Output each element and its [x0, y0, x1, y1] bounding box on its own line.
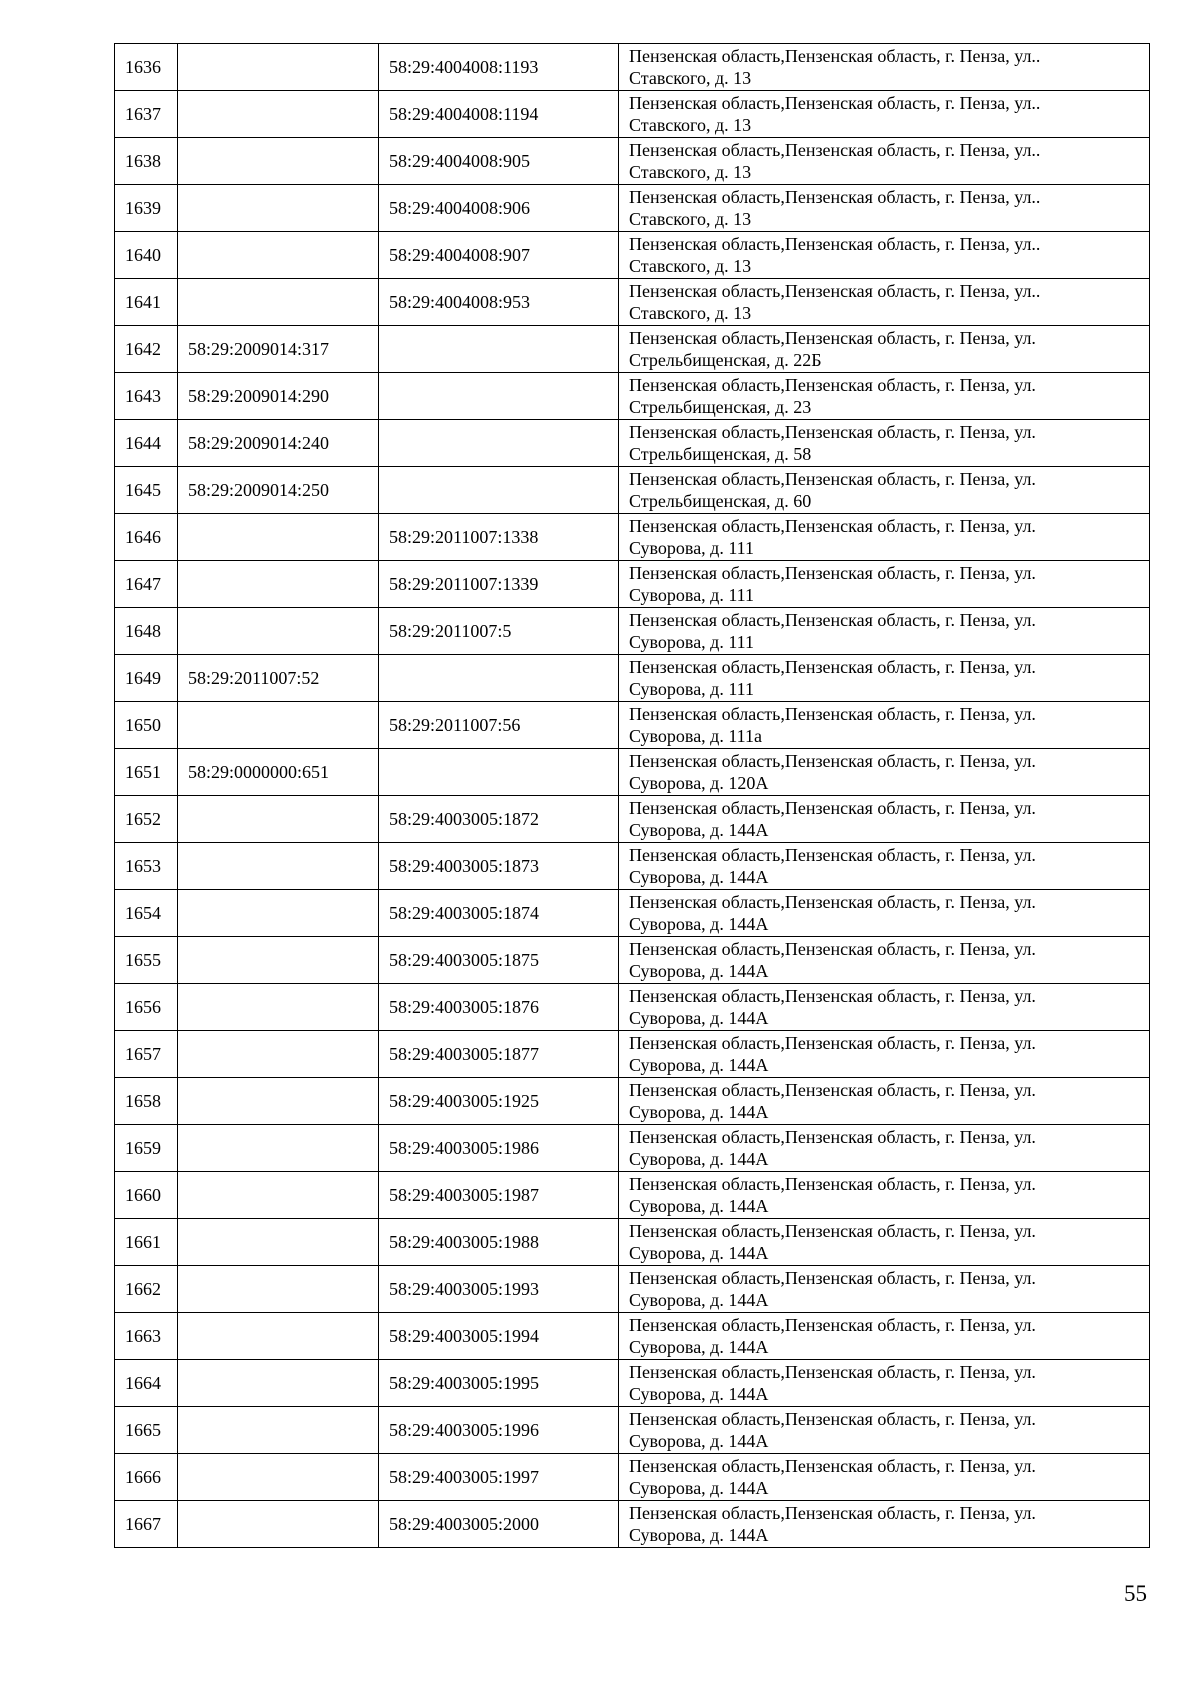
address-line-1: Пензенская область,Пензенская область, г. Пенза, ул.: [629, 375, 1036, 395]
address-line-2: Ставского, д. 13: [629, 209, 752, 229]
land-cadastral-cell: [178, 185, 379, 232]
address-cell: [619, 1172, 1150, 1219]
address-line-2: Суворова, д. 120А: [629, 773, 769, 793]
property-table: [114, 43, 1150, 1548]
building-cadastral-cell: [379, 373, 619, 420]
land-cadastral-cell: [178, 608, 379, 655]
table-row: [115, 44, 1150, 91]
row-number-cell: 1649: [115, 655, 178, 702]
table-row: [115, 1219, 1150, 1266]
address-line-1: Пензенская область,Пензенская область, г. Пенза, ул.: [629, 939, 1036, 959]
building-cadastral-cell: 58:29:2011007:1339: [379, 561, 619, 608]
address-line-2: Ставского, д. 13: [629, 162, 752, 182]
address-line-1: Пензенская область,Пензенская область, г. Пенза, ул.: [629, 516, 1036, 536]
address-line-1: Пензенская область,Пензенская область, г. Пенза, ул.: [629, 469, 1036, 489]
building-cadastral-cell: 58:29:4003005:1874: [379, 890, 619, 937]
address-line-1: Пензенская область,Пензенская область, г. Пенза, ул..: [629, 93, 1041, 113]
row-number-cell: 1636: [115, 44, 178, 91]
address-line-2: Суворова, д. 111а: [629, 726, 762, 746]
address-cell: [619, 608, 1150, 655]
address-line-1: Пензенская область,Пензенская область, г. Пенза, ул.: [629, 1033, 1036, 1053]
row-number-cell: 1661: [115, 1219, 178, 1266]
land-cadastral-cell: [178, 1360, 379, 1407]
address-cell: [619, 91, 1150, 138]
table-row: [115, 843, 1150, 890]
building-cadastral-cell: 58:29:4003005:1875: [379, 937, 619, 984]
address-line-2: Суворова, д. 144А: [629, 1243, 769, 1263]
land-cadastral-cell: 58:29:2009014:240: [178, 420, 379, 467]
address-line-1: Пензенская область,Пензенская область, г. Пенза, ул..: [629, 234, 1041, 254]
address-cell: [619, 561, 1150, 608]
row-number-cell: 1652: [115, 796, 178, 843]
building-cadastral-cell: [379, 749, 619, 796]
address-line-1: Пензенская область,Пензенская область, г. Пенза, ул.: [629, 1315, 1036, 1335]
land-cadastral-cell: [178, 1266, 379, 1313]
table-row: [115, 1360, 1150, 1407]
table-body: [115, 44, 1150, 1548]
address-line-2: Суворова, д. 111: [629, 679, 755, 699]
building-cadastral-cell: 58:29:4003005:1877: [379, 1031, 619, 1078]
building-cadastral-cell: 58:29:4003005:1872: [379, 796, 619, 843]
land-cadastral-cell: 58:29:2009014:290: [178, 373, 379, 420]
land-cadastral-cell: [178, 1454, 379, 1501]
land-cadastral-cell: [178, 843, 379, 890]
building-cadastral-cell: [379, 420, 619, 467]
row-number-cell: 1644: [115, 420, 178, 467]
address-cell: [619, 1454, 1150, 1501]
address-line-2: Суворова, д. 144А: [629, 1337, 769, 1357]
page-number: 55: [1124, 1581, 1147, 1606]
land-cadastral-cell: [178, 1501, 379, 1548]
land-cadastral-cell: [178, 232, 379, 279]
land-cadastral-cell: [178, 44, 379, 91]
table-row: [115, 655, 1150, 702]
row-number-cell: 1666: [115, 1454, 178, 1501]
building-cadastral-cell: 58:29:4003005:1876: [379, 984, 619, 1031]
table-row: [115, 326, 1150, 373]
row-number-cell: 1640: [115, 232, 178, 279]
land-cadastral-cell: [178, 1219, 379, 1266]
address-line-1: Пензенская область,Пензенская область, г. Пенза, ул.: [629, 1127, 1036, 1147]
building-cadastral-cell: 58:29:4003005:1993: [379, 1266, 619, 1313]
land-cadastral-cell: [178, 1031, 379, 1078]
table-row: [115, 1031, 1150, 1078]
address-line-1: Пензенская область,Пензенская область, г. Пенза, ул.: [629, 1362, 1036, 1382]
address-line-2: Суворова, д. 144А: [629, 820, 769, 840]
address-line-2: Суворова, д. 144А: [629, 867, 769, 887]
row-number-cell: 1648: [115, 608, 178, 655]
row-number-cell: 1637: [115, 91, 178, 138]
building-cadastral-cell: [379, 326, 619, 373]
building-cadastral-cell: 58:29:4003005:1873: [379, 843, 619, 890]
building-cadastral-cell: 58:29:2011007:5: [379, 608, 619, 655]
row-number-cell: 1662: [115, 1266, 178, 1313]
address-line-1: Пензенская область,Пензенская область, г. Пенза, ул.: [629, 986, 1036, 1006]
address-cell: [619, 1031, 1150, 1078]
table-row: [115, 232, 1150, 279]
table-row: [115, 1266, 1150, 1313]
row-number-cell: 1651: [115, 749, 178, 796]
building-cadastral-cell: 58:29:4004008:905: [379, 138, 619, 185]
row-number-cell: 1646: [115, 514, 178, 561]
address-cell: [619, 232, 1150, 279]
address-cell: [619, 326, 1150, 373]
land-cadastral-cell: [178, 1407, 379, 1454]
land-cadastral-cell: [178, 1078, 379, 1125]
land-cadastral-cell: 58:29:0000000:651: [178, 749, 379, 796]
row-number-cell: 1643: [115, 373, 178, 420]
address-line-1: Пензенская область,Пензенская область, г. Пенза, ул.: [629, 751, 1036, 771]
address-cell: [619, 1360, 1150, 1407]
building-cadastral-cell: 58:29:4004008:953: [379, 279, 619, 326]
table-row: [115, 1313, 1150, 1360]
building-cadastral-cell: 58:29:4003005:1986: [379, 1125, 619, 1172]
address-line-1: Пензенская область,Пензенская область, г. Пенза, ул.: [629, 1221, 1036, 1241]
building-cadastral-cell: 58:29:4003005:1925: [379, 1078, 619, 1125]
address-line-2: Суворова, д. 144А: [629, 1149, 769, 1169]
address-cell: [619, 1501, 1150, 1548]
land-cadastral-cell: [178, 1125, 379, 1172]
table-row: [115, 796, 1150, 843]
address-line-2: Суворова, д. 111: [629, 585, 755, 605]
address-line-1: Пензенская область,Пензенская область, г. Пенза, ул.: [629, 563, 1036, 583]
row-number-cell: 1653: [115, 843, 178, 890]
address-cell: [619, 1125, 1150, 1172]
table-row: [115, 1125, 1150, 1172]
building-cadastral-cell: 58:29:4003005:1995: [379, 1360, 619, 1407]
address-line-2: Суворова, д. 144А: [629, 1008, 769, 1028]
address-line-1: Пензенская область,Пензенская область, г. Пенза, ул.: [629, 328, 1036, 348]
address-line-2: Суворова, д. 144А: [629, 914, 769, 934]
land-cadastral-cell: [178, 91, 379, 138]
table-row: [115, 467, 1150, 514]
address-line-2: Суворова, д. 144А: [629, 1478, 769, 1498]
address-line-2: Ставского, д. 13: [629, 256, 752, 276]
table-row: [115, 1501, 1150, 1548]
address-cell: [619, 843, 1150, 890]
address-cell: [619, 44, 1150, 91]
land-cadastral-cell: [178, 984, 379, 1031]
building-cadastral-cell: 58:29:4003005:2000: [379, 1501, 619, 1548]
address-line-1: Пензенская область,Пензенская область, г. Пенза, ул.: [629, 1080, 1036, 1100]
table-row: [115, 1454, 1150, 1501]
row-number-cell: 1660: [115, 1172, 178, 1219]
table-row: [115, 373, 1150, 420]
address-line-1: Пензенская область,Пензенская область, г. Пенза, ул.: [629, 845, 1036, 865]
table-row: [115, 608, 1150, 655]
table-row: [115, 91, 1150, 138]
land-cadastral-cell: [178, 1313, 379, 1360]
row-number-cell: 1657: [115, 1031, 178, 1078]
address-cell: [619, 984, 1150, 1031]
table-row: [115, 420, 1150, 467]
address-line-2: Суворова, д. 144А: [629, 1525, 769, 1545]
row-number-cell: 1664: [115, 1360, 178, 1407]
land-cadastral-cell: [178, 796, 379, 843]
address-line-2: Суворова, д. 144А: [629, 1055, 769, 1075]
building-cadastral-cell: 58:29:4003005:1997: [379, 1454, 619, 1501]
address-cell: [619, 796, 1150, 843]
building-cadastral-cell: 58:29:4003005:1994: [379, 1313, 619, 1360]
table-row: [115, 1172, 1150, 1219]
address-line-1: Пензенская область,Пензенская область, г. Пенза, ул.: [629, 1503, 1036, 1523]
address-cell: [619, 749, 1150, 796]
address-cell: [619, 514, 1150, 561]
row-number-cell: 1641: [115, 279, 178, 326]
row-number-cell: 1647: [115, 561, 178, 608]
table-row: [115, 702, 1150, 749]
address-cell: [619, 1266, 1150, 1313]
address-cell: [619, 1407, 1150, 1454]
address-line-1: Пензенская область,Пензенская область, г. Пенза, ул..: [629, 140, 1041, 160]
row-number-cell: 1658: [115, 1078, 178, 1125]
row-number-cell: 1639: [115, 185, 178, 232]
address-line-2: Суворова, д. 144А: [629, 961, 769, 981]
building-cadastral-cell: [379, 655, 619, 702]
address-line-1: Пензенская область,Пензенская область, г. Пенза, ул..: [629, 46, 1041, 66]
row-number-cell: 1659: [115, 1125, 178, 1172]
address-cell: [619, 420, 1150, 467]
table-row: [115, 561, 1150, 608]
row-number-cell: 1667: [115, 1501, 178, 1548]
address-cell: [619, 138, 1150, 185]
address-cell: [619, 655, 1150, 702]
land-cadastral-cell: [178, 890, 379, 937]
row-number-cell: 1665: [115, 1407, 178, 1454]
land-cadastral-cell: [178, 514, 379, 561]
address-cell: [619, 890, 1150, 937]
address-cell: [619, 937, 1150, 984]
land-cadastral-cell: 58:29:2011007:52: [178, 655, 379, 702]
address-line-2: Суворова, д. 111: [629, 632, 755, 652]
address-line-2: Стрельбищенская, д. 60: [629, 491, 812, 511]
building-cadastral-cell: 58:29:4003005:1987: [379, 1172, 619, 1219]
address-cell: [619, 1219, 1150, 1266]
land-cadastral-cell: [178, 702, 379, 749]
table-row: [115, 138, 1150, 185]
address-line-2: Стрельбищенская, д. 23: [629, 397, 812, 417]
land-cadastral-cell: 58:29:2009014:317: [178, 326, 379, 373]
address-line-2: Ставского, д. 13: [629, 115, 752, 135]
table-row: [115, 1407, 1150, 1454]
building-cadastral-cell: 58:29:4004008:1193: [379, 44, 619, 91]
land-cadastral-cell: 58:29:2009014:250: [178, 467, 379, 514]
building-cadastral-cell: 58:29:4004008:906: [379, 185, 619, 232]
address-cell: [619, 702, 1150, 749]
row-number-cell: 1654: [115, 890, 178, 937]
address-line-1: Пензенская область,Пензенская область, г. Пенза, ул.: [629, 422, 1036, 442]
row-number-cell: 1645: [115, 467, 178, 514]
row-number-cell: 1663: [115, 1313, 178, 1360]
address-line-1: Пензенская область,Пензенская область, г. Пенза, ул.: [629, 1268, 1036, 1288]
row-number-cell: 1638: [115, 138, 178, 185]
building-cadastral-cell: 58:29:2011007:56: [379, 702, 619, 749]
table-row: [115, 185, 1150, 232]
address-line-2: Суворова, д. 144А: [629, 1196, 769, 1216]
building-cadastral-cell: [379, 467, 619, 514]
table-row: [115, 1078, 1150, 1125]
land-cadastral-cell: [178, 937, 379, 984]
address-line-2: Ставского, д. 13: [629, 68, 752, 88]
address-line-1: Пензенская область,Пензенская область, г. Пенза, ул.: [629, 1174, 1036, 1194]
address-cell: [619, 373, 1150, 420]
row-number-cell: 1650: [115, 702, 178, 749]
address-cell: [619, 1313, 1150, 1360]
building-cadastral-cell: 58:29:2011007:1338: [379, 514, 619, 561]
land-cadastral-cell: [178, 279, 379, 326]
row-number-cell: 1656: [115, 984, 178, 1031]
address-line-2: Суворова, д. 144А: [629, 1384, 769, 1404]
address-line-2: Ставского, д. 13: [629, 303, 752, 323]
table-row: [115, 749, 1150, 796]
address-line-1: Пензенская область,Пензенская область, г. Пенза, ул.: [629, 704, 1036, 724]
address-cell: [619, 1078, 1150, 1125]
table-row: [115, 984, 1150, 1031]
address-line-1: Пензенская область,Пензенская область, г. Пенза, ул.: [629, 798, 1036, 818]
address-line-2: Суворова, д. 144А: [629, 1290, 769, 1310]
address-line-2: Суворова, д. 144А: [629, 1102, 769, 1122]
table-row: [115, 279, 1150, 326]
address-line-1: Пензенская область,Пензенская область, г. Пенза, ул.: [629, 1409, 1036, 1429]
building-cadastral-cell: 58:29:4004008:907: [379, 232, 619, 279]
table-row: [115, 937, 1150, 984]
address-cell: [619, 467, 1150, 514]
address-line-1: Пензенская область,Пензенская область, г. Пенза, ул..: [629, 281, 1041, 301]
row-number-cell: 1655: [115, 937, 178, 984]
land-cadastral-cell: [178, 138, 379, 185]
row-number-cell: 1642: [115, 326, 178, 373]
table-row: [115, 514, 1150, 561]
address-cell: [619, 185, 1150, 232]
table-row: [115, 890, 1150, 937]
address-cell: [619, 279, 1150, 326]
address-line-1: Пензенская область,Пензенская область, г. Пенза, ул.: [629, 1456, 1036, 1476]
land-cadastral-cell: [178, 561, 379, 608]
building-cadastral-cell: 58:29:4003005:1996: [379, 1407, 619, 1454]
building-cadastral-cell: 58:29:4004008:1194: [379, 91, 619, 138]
building-cadastral-cell: 58:29:4003005:1988: [379, 1219, 619, 1266]
address-line-2: Стрельбищенская, д. 22Б: [629, 350, 822, 370]
address-line-2: Суворова, д. 111: [629, 538, 755, 558]
address-line-2: Суворова, д. 144А: [629, 1431, 769, 1451]
address-line-2: Стрельбищенская, д. 58: [629, 444, 812, 464]
address-line-1: Пензенская область,Пензенская область, г. Пенза, ул.: [629, 657, 1036, 677]
address-line-1: Пензенская область,Пензенская область, г. Пенза, ул.: [629, 892, 1036, 912]
address-line-1: Пензенская область,Пензенская область, г. Пенза, ул..: [629, 187, 1041, 207]
address-line-1: Пензенская область,Пензенская область, г. Пенза, ул.: [629, 610, 1036, 630]
land-cadastral-cell: [178, 1172, 379, 1219]
